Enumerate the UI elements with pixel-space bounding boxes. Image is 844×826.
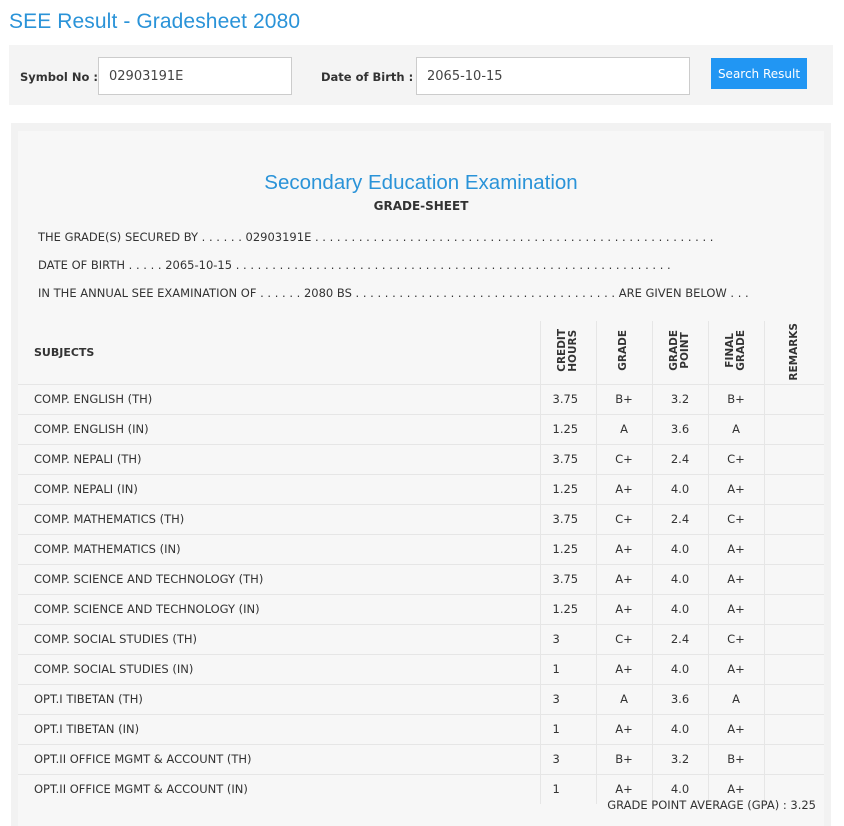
subject-cell: COMP. MATHEMATICS (TH) xyxy=(18,504,540,534)
credit-hours-cell: 3 xyxy=(540,624,596,654)
grade-point-cell: 4.0 xyxy=(652,534,708,564)
final-grade-cell: A+ xyxy=(708,654,764,684)
remarks-cell xyxy=(764,504,824,534)
grade-point-cell: 4.0 xyxy=(652,654,708,684)
remarks-cell xyxy=(764,594,824,624)
grade-cell: A+ xyxy=(596,654,652,684)
remarks-cell xyxy=(764,684,824,714)
page-title: SEE Result - Gradesheet 2080 xyxy=(9,10,301,33)
credit-hours-cell: 1.25 xyxy=(540,474,596,504)
subject-cell: COMP. MATHEMATICS (IN) xyxy=(18,534,540,564)
dob-line: DATE OF BIRTH . . . . . 2065-10-15 . . . . . . . . . . . . . . . . . . . . . . . . . . . . . . . . . . . . . . . . . . . . . . . . . . . . . . . . . . . . xyxy=(38,258,671,272)
final-grade-cell: A+ xyxy=(708,594,764,624)
final-grade-cell: C+ xyxy=(708,504,764,534)
grade-cell: B+ xyxy=(596,384,652,414)
grade-cell: C+ xyxy=(596,624,652,654)
remarks-cell xyxy=(764,414,824,444)
final-grade-cell: A+ xyxy=(708,714,764,744)
remarks-cell xyxy=(764,444,824,474)
grade-point-cell: 4.0 xyxy=(652,714,708,744)
remarks-cell xyxy=(764,384,824,414)
credit-hours-cell: 3 xyxy=(540,744,596,774)
grade-point-cell: 4.0 xyxy=(652,564,708,594)
subject-cell: COMP. SOCIAL STUDIES (IN) xyxy=(18,654,540,684)
table-row xyxy=(18,594,824,624)
remarks-cell xyxy=(764,534,824,564)
table-row xyxy=(18,654,824,684)
final-grade-cell: A+ xyxy=(708,774,764,804)
table-row xyxy=(18,564,824,594)
grade-table xyxy=(18,321,824,804)
grade-point-cell: 2.4 xyxy=(652,624,708,654)
grade-cell: C+ xyxy=(596,504,652,534)
search-bar xyxy=(9,45,833,105)
grade-point-cell: 3.6 xyxy=(652,684,708,714)
final-grade-cell: A xyxy=(708,414,764,444)
final-grade-cell: B+ xyxy=(708,744,764,774)
grade-cell: A xyxy=(596,684,652,714)
subject-cell: OPT.I TIBETAN (IN) xyxy=(18,714,540,744)
credit-hours-cell: 3.75 xyxy=(540,444,596,474)
final-grade-cell: A+ xyxy=(708,564,764,594)
final-grade-cell: C+ xyxy=(708,624,764,654)
subject-cell: COMP. NEPALI (IN) xyxy=(18,474,540,504)
grade-cell: C+ xyxy=(596,444,652,474)
remarks-cell xyxy=(764,714,824,744)
header-credit-hours: CREDIT HOURS xyxy=(540,321,596,384)
grade-cell: A xyxy=(596,414,652,444)
final-grade-cell: A+ xyxy=(708,534,764,564)
search-result-button[interactable]: Search Result xyxy=(711,58,807,89)
header-final-grade: FINAL GRADE xyxy=(708,321,764,384)
header-grade-point: GRADE POINT xyxy=(652,321,708,384)
header-remarks: REMARKS xyxy=(764,321,824,384)
table-row xyxy=(18,414,824,444)
remarks-cell xyxy=(764,624,824,654)
credit-hours-cell: 1.25 xyxy=(540,534,596,564)
header-subjects: SUBJECTS xyxy=(34,345,95,359)
table-row xyxy=(18,534,824,564)
table-row xyxy=(18,684,824,714)
grade-point-cell: 4.0 xyxy=(652,594,708,624)
exam-line: IN THE ANNUAL SEE EXAMINATION OF . . . . . . 2080 BS . . . . . . . . . . . . . . . . . . . . . . . . . . . . . . . . . . . . ARE GIVEN BELOW . . . xyxy=(38,286,749,300)
remarks-cell xyxy=(764,564,824,594)
final-grade-cell: A+ xyxy=(708,474,764,504)
table-header-row xyxy=(18,321,824,384)
grade-point-cell: 2.4 xyxy=(652,504,708,534)
grade-sheet-title: GRADE-SHEET xyxy=(373,199,469,213)
grade-cell: A+ xyxy=(596,564,652,594)
symbol-no-label: Symbol No : xyxy=(20,70,98,84)
subject-cell: OPT.II OFFICE MGMT & ACCOUNT (TH) xyxy=(18,744,540,774)
grade-point-cell: 2.4 xyxy=(652,444,708,474)
remarks-cell xyxy=(764,654,824,684)
final-grade-cell: B+ xyxy=(708,384,764,414)
table-row xyxy=(18,384,824,414)
gpa-text: GRADE POINT AVERAGE (GPA) : 3.25 xyxy=(607,798,816,812)
table-row xyxy=(18,444,824,474)
symbol-no-input[interactable] xyxy=(98,57,292,95)
dob-label: Date of Birth : xyxy=(321,70,414,84)
grade-cell: A+ xyxy=(596,534,652,564)
subject-cell: COMP. SOCIAL STUDIES (TH) xyxy=(18,624,540,654)
grade-point-cell: 3.2 xyxy=(652,744,708,774)
subject-cell: COMP. SCIENCE AND TECHNOLOGY (IN) xyxy=(18,594,540,624)
subject-cell: COMP. ENGLISH (IN) xyxy=(18,414,540,444)
credit-hours-cell: 1 xyxy=(540,714,596,744)
grade-point-cell: 3.2 xyxy=(652,384,708,414)
credit-hours-cell: 1.25 xyxy=(540,594,596,624)
grade-point-cell: 3.6 xyxy=(652,414,708,444)
grade-cell: A+ xyxy=(596,594,652,624)
credit-hours-cell: 3.75 xyxy=(540,384,596,414)
table-row xyxy=(18,744,824,774)
credit-hours-cell: 3 xyxy=(540,684,596,714)
grade-cell: B+ xyxy=(596,744,652,774)
subject-cell: COMP. SCIENCE AND TECHNOLOGY (TH) xyxy=(18,564,540,594)
grade-cell: A+ xyxy=(596,474,652,504)
exam-title: Secondary Education Examination xyxy=(264,171,578,194)
final-grade-cell: C+ xyxy=(708,444,764,474)
header-grade: GRADE xyxy=(596,321,652,384)
grade-cell: A+ xyxy=(596,774,652,804)
dob-input[interactable] xyxy=(416,57,690,95)
credit-hours-cell: 1 xyxy=(540,654,596,684)
grade-point-cell: 4.0 xyxy=(652,774,708,804)
subject-cell: OPT.II OFFICE MGMT & ACCOUNT (IN) xyxy=(18,774,540,804)
secured-by-line: THE GRADE(S) SECURED BY . . . . . . 02903191E . . . . . . . . . . . . . . . . . . . . . . . . . . . . . . . . . . . . . . . . . . . . . . . . . . . . . . . xyxy=(38,230,714,244)
grade-cell: A+ xyxy=(596,714,652,744)
subject-cell: COMP. NEPALI (TH) xyxy=(18,444,540,474)
credit-hours-cell: 1.25 xyxy=(540,414,596,444)
credit-hours-cell: 3.75 xyxy=(540,504,596,534)
table-row xyxy=(18,624,824,654)
result-panel xyxy=(11,123,831,826)
table-row xyxy=(18,474,824,504)
grade-sheet-card xyxy=(18,131,824,826)
subject-cell: OPT.I TIBETAN (TH) xyxy=(18,684,540,714)
table-row xyxy=(18,504,824,534)
subject-cell: COMP. ENGLISH (TH) xyxy=(18,384,540,414)
final-grade-cell: A xyxy=(708,684,764,714)
grade-point-cell: 4.0 xyxy=(652,474,708,504)
table-row xyxy=(18,714,824,744)
remarks-cell xyxy=(764,474,824,504)
credit-hours-cell: 1 xyxy=(540,774,596,804)
credit-hours-cell: 3.75 xyxy=(540,564,596,594)
remarks-cell xyxy=(764,744,824,774)
